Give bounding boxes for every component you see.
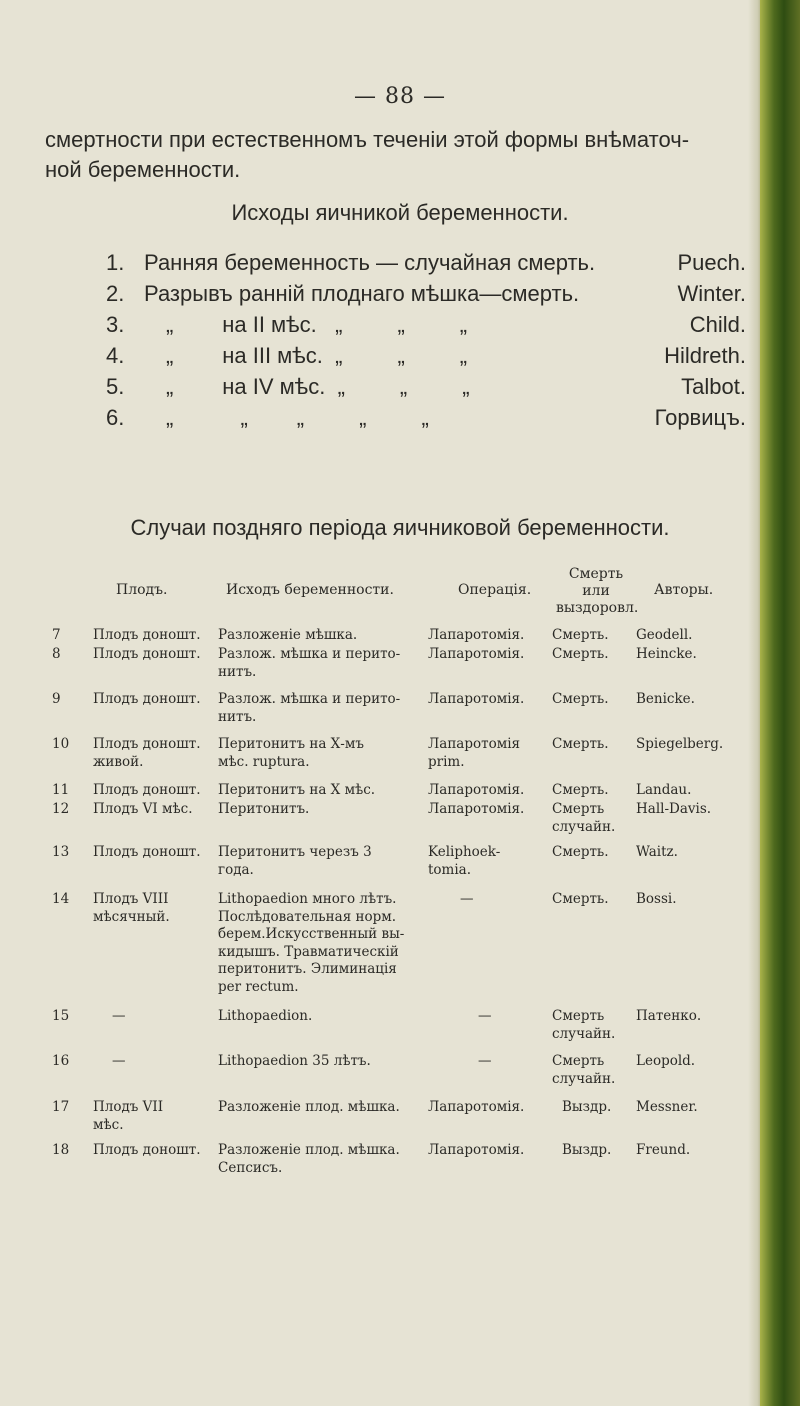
cell-fetus: Плодъ доношт. xyxy=(93,691,201,707)
cell-death: Смерть случайн. xyxy=(552,1053,616,1087)
cell-fetus: Плодъ VI мѣс. xyxy=(93,801,193,817)
cell-operation: Лапаротомія. xyxy=(428,691,525,707)
intro-paragraph xyxy=(45,125,745,185)
cell-operation: Лапаротомія. xyxy=(428,782,525,798)
list-item xyxy=(106,405,746,436)
cell-death: Смерть. xyxy=(552,627,609,643)
cell-author: Benicke. xyxy=(636,691,695,707)
cell-outcome: Разлож. мѣшка и перито- нитъ. xyxy=(218,691,401,725)
cell-fetus: Плодъ VII мѣс. xyxy=(93,1099,164,1133)
cell-author: Heincke. xyxy=(636,646,697,662)
table-row xyxy=(0,782,760,801)
cell-death: Смерть случайн. xyxy=(552,801,616,835)
cell-operation: Лапаротомія. xyxy=(428,646,525,662)
list-item xyxy=(106,281,746,312)
cell-outcome: Lithopaedion много лѣтъ. Послѣдовательная норм. берем.Искусственный вы- кидышъ. Травматическій перитонитъ. Элиминація per rectum. xyxy=(218,891,405,995)
item-number: 4. xyxy=(106,343,125,368)
cell-operation: Лапаротомія. xyxy=(428,1142,525,1158)
header-authors: Авторы. xyxy=(654,582,714,598)
cell-outcome: Перитонитъ. xyxy=(218,801,310,817)
item-number: 2. xyxy=(106,281,125,306)
cell-fetus: Плодъ доношт. xyxy=(93,646,201,662)
row-number: 12 xyxy=(52,801,70,817)
cell-outcome: Lithopaedion 35 лѣтъ. xyxy=(218,1053,371,1069)
cell-outcome: Перитонитъ на Х мѣс. xyxy=(218,782,376,798)
cell-operation: Keliphoek- tomia. xyxy=(428,844,501,878)
cell-death: Выздр. xyxy=(562,1142,612,1158)
cell-fetus: Плодъ доношт. xyxy=(93,782,201,798)
cell-operation: — xyxy=(478,1053,492,1069)
table-row xyxy=(0,1142,760,1187)
cell-author: Hall-Davis. xyxy=(636,801,712,817)
item-author: Горвицъ. xyxy=(654,405,746,430)
item-author: Winter. xyxy=(677,281,746,306)
cell-author: Waitz. xyxy=(636,844,678,860)
cell-death: Выздр. xyxy=(562,1099,612,1115)
cell-fetus: Плодъ доношт. xyxy=(93,844,201,860)
cell-author: Spiegelberg. xyxy=(636,736,724,752)
table-row xyxy=(0,844,760,891)
list-item xyxy=(106,250,746,281)
cell-author: Landau. xyxy=(636,782,692,798)
cell-operation: — xyxy=(460,891,474,907)
list-item xyxy=(106,343,746,374)
cell-death: Смерть. xyxy=(552,691,609,707)
row-number: 16 xyxy=(52,1053,70,1069)
cell-author: Geodell. xyxy=(636,627,693,643)
cell-operation: — xyxy=(478,1008,492,1024)
cell-outcome: Перитонитъ черезъ 3 года. xyxy=(218,844,372,878)
header-outcome: Исходъ беременности. xyxy=(226,582,394,598)
cell-author: Freund. xyxy=(636,1142,691,1158)
item-text: Разрывъ ранній плоднаго мѣшка—смерть. xyxy=(144,281,580,306)
cell-fetus: Плодъ доношт. xyxy=(93,627,201,643)
table-row xyxy=(0,1053,760,1099)
item-author: Talbot. xyxy=(681,374,746,399)
list-item xyxy=(106,374,746,405)
row-number: 15 xyxy=(52,1008,70,1024)
table-row xyxy=(0,691,760,736)
cell-fetus: — xyxy=(112,1053,126,1069)
table-row xyxy=(0,1099,760,1142)
item-text: „ „ „ „ „ xyxy=(166,405,429,430)
section2-title: Случаи поздняго періода яичниковой беременности. xyxy=(130,515,670,540)
item-number: 6. xyxy=(106,405,125,430)
intro-line: ной беременности. xyxy=(45,157,241,182)
table-row xyxy=(0,627,760,646)
cell-death: Смерть. xyxy=(552,891,609,907)
cell-death: Смерть. xyxy=(552,782,609,798)
cell-author: Leopold. xyxy=(636,1053,696,1069)
cell-outcome: Разлож. мѣшка и перито- нитъ. xyxy=(218,646,401,680)
cell-death: Смерть. xyxy=(552,646,609,662)
header-death: Смерть или выздоровл. xyxy=(556,566,639,616)
cases-table xyxy=(0,627,760,1187)
header-operation: Операція. xyxy=(458,582,532,598)
item-author: Hildreth. xyxy=(664,343,746,368)
cell-outcome: Разложеніе плод. мѣшка. Сепсисъ. xyxy=(218,1142,400,1176)
item-text: „ на III мѣс. „ „ „ xyxy=(166,343,468,368)
row-number: 14 xyxy=(52,891,70,907)
cell-operation: Лапаротомія. xyxy=(428,801,525,817)
cell-death: Смерть случайн. xyxy=(552,1008,616,1042)
intro-line: смертности при естественномъ теченіи этой формы внѣматоч- xyxy=(45,127,690,152)
item-number: 1. xyxy=(106,250,125,275)
table-row xyxy=(0,1008,760,1053)
row-number: 7 xyxy=(52,627,61,643)
cell-operation: Лапаротомія. xyxy=(428,627,525,643)
cell-operation: Лапаротомія prim. xyxy=(428,736,521,770)
section1-title: Исходы яичникой беременности. xyxy=(231,200,569,225)
cell-fetus: Плодъ доношт. xyxy=(93,1142,201,1158)
table-row xyxy=(0,891,760,1008)
item-number: 5. xyxy=(106,374,125,399)
cell-outcome: Lithopaedion. xyxy=(218,1008,313,1024)
cell-author: Патенко. xyxy=(636,1008,702,1024)
table-header xyxy=(0,560,760,620)
cell-fetus: Плодъ доношт. живой. xyxy=(93,736,201,770)
cell-fetus: — xyxy=(112,1008,126,1024)
item-text: „ на IV мѣс. „ „ „ xyxy=(166,374,470,399)
cell-fetus: Плодъ VIII мѣсячный. xyxy=(93,891,170,925)
row-number: 9 xyxy=(52,691,61,707)
row-number: 8 xyxy=(52,646,61,662)
item-text: Ранняя беременность — случайная смерть. xyxy=(144,250,596,275)
table-row xyxy=(0,646,760,691)
table-row xyxy=(0,801,760,844)
row-number: 11 xyxy=(52,782,70,798)
list-item xyxy=(106,312,746,343)
cell-author: Messner. xyxy=(636,1099,698,1115)
header-fetus: Плодъ. xyxy=(116,582,168,598)
row-number: 18 xyxy=(52,1142,70,1158)
book-binding-edge xyxy=(760,0,800,1406)
item-text: „ на II мѣс. „ „ „ xyxy=(166,312,468,337)
ovarian-outcomes-list xyxy=(106,250,746,436)
item-author: Puech. xyxy=(677,250,746,275)
table-row xyxy=(0,736,760,782)
row-number: 17 xyxy=(52,1099,70,1115)
item-author: Child. xyxy=(689,312,746,337)
cell-outcome: Разложеніе плод. мѣшка. xyxy=(218,1099,400,1115)
cell-operation: Лапаротомія. xyxy=(428,1099,525,1115)
row-number: 13 xyxy=(52,844,70,860)
page-number: — 88 — xyxy=(354,84,446,109)
row-number: 10 xyxy=(52,736,70,752)
cell-outcome: Разложеніе мѣшка. xyxy=(218,627,358,643)
cell-outcome: Перитонитъ на Х-мъ мѣс. ruptura. xyxy=(218,736,364,770)
item-number: 3. xyxy=(106,312,125,337)
cell-author: Bossi. xyxy=(636,891,677,907)
cell-death: Смерть. xyxy=(552,736,609,752)
cell-death: Смерть. xyxy=(552,844,609,860)
